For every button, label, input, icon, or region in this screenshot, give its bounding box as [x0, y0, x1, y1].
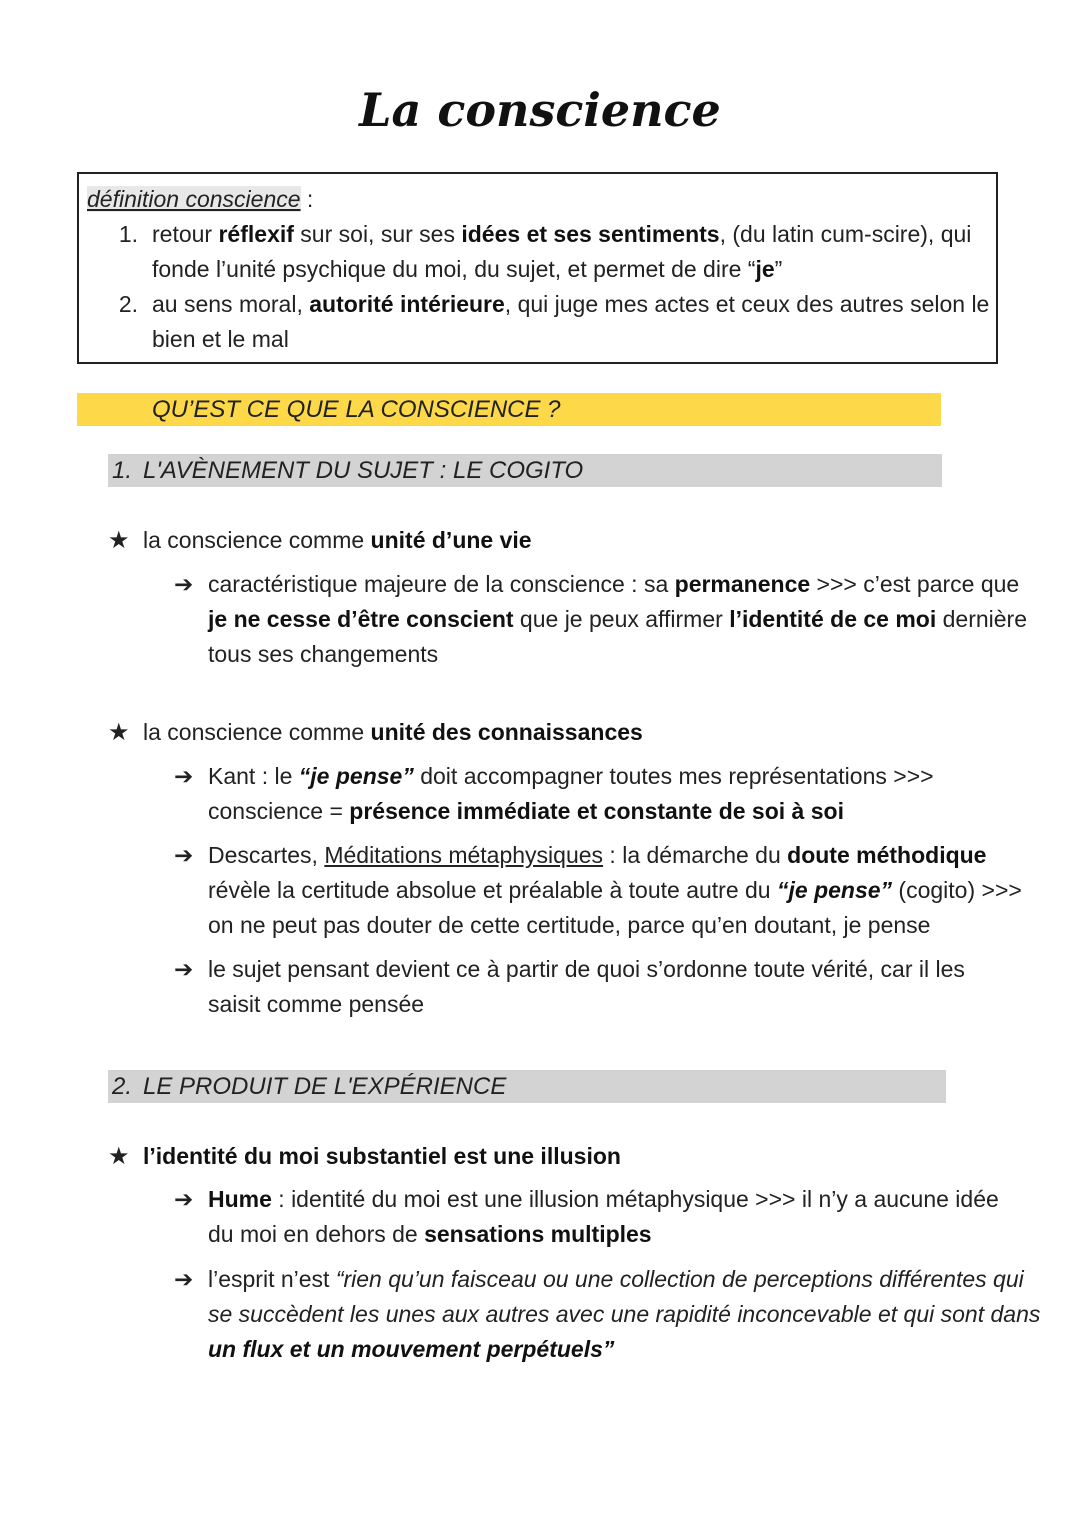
- arrow-line: se succèdent les unes aux autres avec une rapidité inconcevable et qui sont dans: [208, 1301, 1041, 1327]
- bullet-heading: la conscience comme unité des connaissances: [143, 719, 643, 745]
- bullet-heading: la conscience comme unité d’une vie: [143, 527, 532, 553]
- section1-title: L'AVÈNEMENT DU SUJET : LE COGITO: [143, 457, 584, 484]
- arrow-icon: ➔: [174, 1186, 194, 1212]
- arrow-icon: ➔: [174, 763, 194, 789]
- definition-number: 2.: [118, 291, 138, 317]
- definition-line: au sens moral, autorité intérieure, qui juge mes actes et ceux des autres selon le: [152, 291, 990, 317]
- arrow-line: on ne peut pas douter de cette certitude, parce qu’en doutant, je pense: [208, 912, 931, 938]
- section2-title: LE PRODUIT DE L'EXPÉRIENCE: [143, 1073, 507, 1100]
- arrow-line: le sujet pensant devient ce à partir de quoi s’ordonne toute vérité, car il les: [208, 956, 965, 982]
- arrow-line: saisit comme pensée: [208, 991, 425, 1017]
- arrow-icon: ➔: [174, 1266, 194, 1292]
- question-heading: QU’EST CE QUE LA CONSCIENCE ?: [152, 396, 561, 423]
- arrow-line: Kant : le “je pense” doit accompagner toutes mes représentations >>>: [208, 763, 934, 789]
- star-icon: ★: [108, 719, 130, 746]
- definition-label: définition conscience: [87, 186, 301, 212]
- page-title: La conscience: [359, 83, 721, 137]
- arrow-icon: ➔: [174, 842, 194, 868]
- star-icon: ★: [108, 1143, 130, 1170]
- definition-number: 1.: [118, 221, 138, 247]
- arrow-line: je ne cesse d’être conscient que je peux affirmer l’identité de ce moi dernière: [208, 606, 1028, 632]
- arrow-line: l’esprit n’est “rien qu’un faisceau ou une collection de perceptions différentes qui: [208, 1266, 1024, 1292]
- arrow-line: Hume : identité du moi est une illusion métaphysique >>> il n’y a aucune idée: [208, 1186, 999, 1212]
- bullet-heading: l’identité du moi substantiel est une illusion: [143, 1143, 621, 1169]
- arrow-line: révèle la certitude absolue et préalable à toute autre du “je pense” (cogito) >>>: [208, 877, 1022, 903]
- arrow-line: tous ses changements: [208, 641, 439, 667]
- arrow-icon: ➔: [174, 571, 194, 597]
- arrow-icon: ➔: [174, 956, 194, 982]
- definition-line: retour réflexif sur soi, sur ses idées et ses sentiments, (du latin cum-scire), qui: [152, 221, 972, 247]
- arrow-line: du moi en dehors de sensations multiples: [208, 1221, 652, 1247]
- definition-line: bien et le mal: [152, 326, 289, 352]
- definition-line: fonde l’unité psychique du moi, du sujet, et permet de dire “je”: [152, 256, 783, 282]
- arrow-line: conscience = présence immédiate et constante de soi à soi: [208, 798, 844, 824]
- definition-heading: définition conscience :: [87, 186, 314, 212]
- section2-number: 2.: [112, 1073, 133, 1100]
- arrow-line: caractéristique majeure de la conscience : sa permanence >>> c’est parce que: [208, 571, 1020, 597]
- star-icon: ★: [108, 527, 130, 554]
- arrow-line: Descartes, Méditations métaphysiques : la démarche du doute méthodique: [208, 842, 987, 868]
- arrow-line: un flux et un mouvement perpétuels”: [208, 1336, 615, 1362]
- section1-number: 1.: [112, 457, 133, 484]
